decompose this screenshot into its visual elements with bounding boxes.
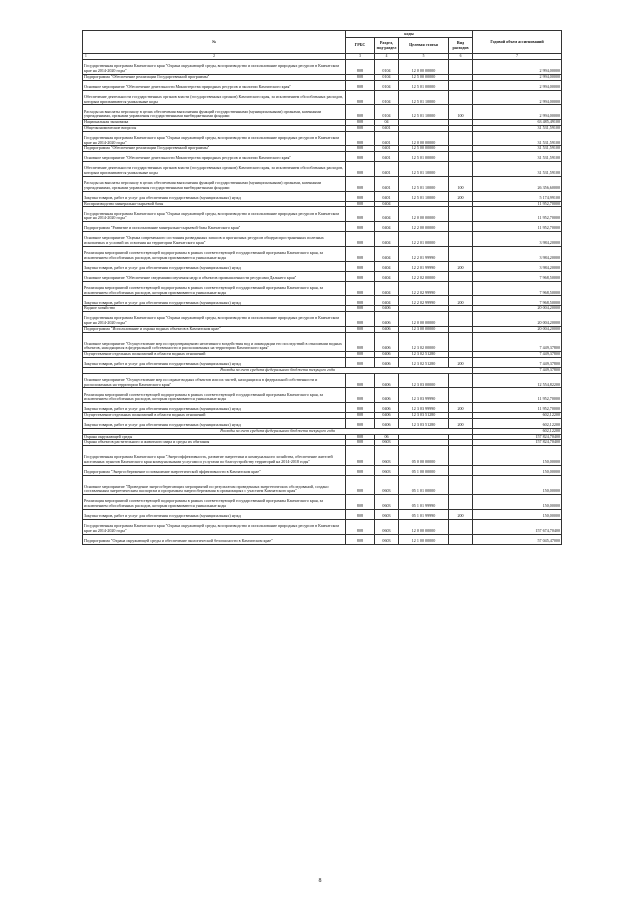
row-razdel: 0603 [375,534,399,544]
column-number: 5 [399,54,449,60]
row-amount: 2 994,00000 [473,80,562,90]
row-name: Подпрограмма "Использование и охрана водных объектов в Камчатском крае" [83,326,346,332]
row-razdel: 0603 [375,495,399,510]
row-grbs: 808 [346,495,375,510]
row-razdel: 0406 [375,373,399,388]
table-row [83,403,562,413]
table-row [83,281,562,296]
row-expense-type: 200 [449,296,473,306]
row-amount: 3 984,20000 [473,261,562,271]
row-name: Государственная программа Камчатского края "Охрана окружающей среды, воспроизводство и использование природных ресурсов в Камчатском крае на 2014-2020 годы" [83,131,346,146]
row-name: Подпрограмма "Энергосбережение и повышение энергетической эффективности в Камчатском крае" [83,465,346,475]
row-razdel: 0401 [375,191,399,201]
row-amount: 602,12200 [473,413,562,419]
row-target-article: 12 3 02 51280 [399,357,449,367]
row-name: Государственная программа Камчатского края "Охрана окружающей среды, воспроизводство и использование природных ресурсов в Камчатском крае на 2014-2020 годы" [83,312,346,327]
row-amount: 20 004,20000 [473,326,562,332]
row-name: Обеспечение деятельности государственных органов власти (государственных органов) Камчатского края, за исключением обособленных расходов, которым присваиваются уникальные коды [83,162,346,177]
row-grbs: 808 [346,162,375,177]
row-target-article: 12 3 02 51280 [399,352,449,358]
row-razdel: 0603 [375,465,399,475]
row-razdel: 0603 [375,509,399,519]
row-grbs: 808 [346,326,375,332]
table-row [83,357,562,367]
page-number: 8 [318,878,322,884]
column-number: 2 [213,54,215,59]
row-name: Обеспечение деятельности государственных органов власти (государственных органов) Камчатского края, за исключением обособленных расходов, которым присваиваются уникальные коды [83,90,346,105]
table-row [83,80,562,90]
row-razdel: 0404 [375,281,399,296]
row-grbs: 808 [346,105,375,120]
header-razdel: Раздел, под-раздел [375,38,399,54]
row-name: Основное мероприятие "Обеспечение деятельности Министерства природных ресурсов и экологии Камчатского края" [83,152,346,162]
row-target-article: 12 0 00 00000 [399,60,449,75]
table-row [83,465,562,475]
row-expense-type [449,465,473,475]
row-target-article: 12 5 01 10000 [399,105,449,120]
header-target-article: Целевая статья [399,38,449,54]
row-razdel: 0406 [375,413,399,419]
row-expense-type: 100 [449,105,473,120]
row-name: Закупка товаров, работ и услуг для обеспечения государственных (муниципальных) нужд [83,509,346,519]
table-row [83,246,562,261]
table-row [83,222,562,232]
row-name: Подпрограмма "Охрана окружающей среды и обеспечение экологической безопасности в Камчатском крае" [83,534,346,544]
row-name: Основное мероприятие "Осуществление мер по предотвращению негативного воздействия вод и ликвидации его последствий в отношении водных объектов, находящихся в федеральной собственности и расположенных на территории Камчатского края" [83,332,346,352]
row-expense-type [449,222,473,232]
row-amount: 7 449,37800 [473,357,562,367]
row-name: Расходы на выплаты персоналу в целях обеспечения выполнения функций государственными (муниципальными) органами, казенными учреждениями, органами управления государственными внебюджетными фондами [83,105,346,120]
column-number: 7 [473,54,562,60]
row-grbs: 808 [346,357,375,367]
row-target-article: 12 2 01 99990 [399,261,449,271]
row-name: Основное мероприятие "Осуществление мер по охране водных объектов или их частей, находящихся в федеральной собственности и расположенных на территории Камчатского края" [83,373,346,388]
header-number: № [83,31,346,54]
row-target-article: 12 5 01 10000 [399,176,449,191]
row-grbs: 808 [346,281,375,296]
row-amount: 150,00000 [473,509,562,519]
row-amount: 2 994,00000 [473,105,562,120]
row-expense-type [449,388,473,403]
row-amount: 150,00000 [473,465,562,475]
header-codes: коды [346,31,473,38]
row-razdel: 0401 [375,152,399,162]
row-expense-type: 200 [449,418,473,428]
budget-table [82,30,562,545]
table-row [83,152,562,162]
row-razdel: 0104 [375,60,399,75]
row-razdel: 04 [375,120,399,126]
row-amount: 2 994,00000 [473,74,562,80]
row-razdel: 0603 [375,446,399,466]
row-expense-type [449,281,473,296]
row-expense-type: 200 [449,403,473,413]
row-name: Реализация мероприятий соответствующей подпрограммы в рамках соответствующей государственной программы Камчатского края, за исключением обособленных расходов, которым присваиваются уникальные коды [83,495,346,510]
row-name: Закупка товаров, работ и услуг для обеспечения государственных (муниципальных) нужд [83,357,346,367]
row-expense-type [449,90,473,105]
row-razdel: 0406 [375,357,399,367]
table-row [83,332,562,352]
row-name: Охрана объектов растительного и животного мира и среды их обитания [83,440,346,446]
row-amount: 31 531,59100 [473,162,562,177]
row-name: Водное хозяйство [83,306,346,312]
row-razdel: 0401 [375,131,399,146]
row-name: Закупка товаров, работ и услуг для обеспечения государственных (муниципальных) нужд [83,261,346,271]
row-razdel: 0404 [375,296,399,306]
row-name: Подпрограмма "Развитие и использование минерально-сырьевой базы Камчатского края" [83,222,346,232]
row-expense-type [449,60,473,75]
row-name: Закупка товаров, работ и услуг для обеспечения государственных (муниципальных) нужд [83,191,346,201]
column-number: 6 [449,54,473,60]
row-expense-type [449,152,473,162]
row-grbs: 808 [346,152,375,162]
row-expense-type [449,271,473,281]
row-target-article: 12 2 02 00000 [399,271,449,281]
row-amount: 11 952,70000 [473,207,562,222]
row-expense-type [449,162,473,177]
row-expense-type [449,332,473,352]
row-grbs: 808 [346,534,375,544]
row-razdel: 0406 [375,332,399,352]
table-row [83,534,562,544]
row-amount: 5 174,99100 [473,191,562,201]
row-target-article: 12 3 03 51280 [399,413,449,419]
row-target-article: 12 2 01 99990 [399,246,449,261]
row-target-article: 12 3 03 51280 [399,418,449,428]
row-amount: 7 449,37800 [473,367,562,373]
row-razdel: 0401 [375,146,399,152]
row-razdel: 0404 [375,271,399,281]
row-target-article: 12 0 00 00000 [399,207,449,222]
row-amount: 157 674,70400 [473,519,562,534]
table-row [83,105,562,120]
row-razdel: 0406 [375,312,399,327]
row-name: Общеэкономические вопросы [83,125,346,131]
row-expense-type [449,534,473,544]
row-expense-type [449,232,473,247]
row-amount: 31 531,59100 [473,131,562,146]
row-amount: 11 952,70000 [473,388,562,403]
row-expense-type: 200 [449,261,473,271]
row-grbs: 808 [346,519,375,534]
row-amount: 3 984,20000 [473,232,562,247]
row-amount: 11 952,70000 [473,403,562,413]
row-target-article: 12 0 00 00000 [399,131,449,146]
row-name: Основное мероприятие "Проведение энергосберегающих мероприятий по результатам проведенных энергетических обследований, создано составленным энергетическим паспортам и программам энергосбережения в организациях с участием Камчатского края" [83,475,346,495]
row-name: Закупка товаров, работ и услуг для обеспечения государственных (муниципальных) нужд [83,418,346,428]
row-razdel: 0404 [375,246,399,261]
row-grbs: 808 [346,131,375,146]
table-row [83,296,562,306]
row-grbs: 808 [346,312,375,327]
row-amount: 7 449,37800 [473,352,562,358]
row-grbs: 808 [346,413,375,419]
table-row [83,191,562,201]
row-target-article: 12 3 03 99990 [399,403,449,413]
row-target-article: 12 2 02 99990 [399,296,449,306]
table-row [83,373,562,388]
row-amount: 31 531,59100 [473,125,562,131]
row-grbs: 808 [346,332,375,352]
row-razdel: 0104 [375,105,399,120]
row-name: Осуществление отдельных полномочий в области водных отношений [83,352,346,358]
row-amount: 602,12200 [473,418,562,428]
column-number: 3 [346,54,375,60]
row-target-article: 12 0 00 00000 [399,312,449,327]
row-expense-type [449,246,473,261]
row-target-article: 12 5 01 10000 [399,162,449,177]
table-row [83,475,562,495]
row-expense-type [449,207,473,222]
row-razdel: 06 [375,434,399,440]
header-volume: Годовой объем ассигнований [473,31,562,54]
row-amount: 157 824,70400 [473,440,562,446]
row-razdel: 0104 [375,90,399,105]
row-target-article: 12 5 00 00000 [399,74,449,80]
row-target-article: 05 1 00 00000 [399,465,449,475]
table-row [83,312,562,327]
row-name: Реализация мероприятий соответствующей подпрограммы в рамках соответствующей государственной программы Камчатского края, за исключением обособленных расходов, которым присваиваются уникальные коды [83,281,346,296]
table-row [83,90,562,105]
row-name: Основное мероприятие "Оценка современного состояния разведанных запасов и прогнозных ресурсов общераспространенных полезных ископаемых и условий их освоения на территории Камчатского края" [83,232,346,247]
table-header [83,31,562,60]
row-target-article: 12 2 02 99990 [399,281,449,296]
row-name: Воспроизводство минерально-сырьевой базы [83,201,346,207]
table-row [83,131,562,146]
table-row [83,261,562,271]
row-grbs: 808 [346,125,375,131]
row-grbs: 808 [346,90,375,105]
row-razdel: 0404 [375,207,399,222]
row-amount: 2 994,00000 [473,90,562,105]
row-grbs: 808 [346,120,375,126]
row-name: Закупка товаров, работ и услуг для обеспечения государственных (муниципальных) нужд [83,403,346,413]
row-target-article: 12 0 00 00000 [399,519,449,534]
row-grbs: 808 [346,201,375,207]
row-grbs: 808 [346,352,375,358]
row-razdel: 0404 [375,222,399,232]
row-razdel: 0406 [375,306,399,312]
row-amount: 12 554,82200 [473,373,562,388]
row-grbs: 808 [346,176,375,191]
row-target-article: 12 2 00 00000 [399,222,449,232]
row-expense-type [449,312,473,327]
row-name: Подпрограмма "Обеспечение реализации Государственной программы" [83,74,346,80]
row-razdel: 0406 [375,388,399,403]
table-row [83,495,562,510]
row-grbs: 808 [346,74,375,80]
row-amount: 602,12200 [473,428,562,434]
row-grbs: 808 [346,271,375,281]
row-expense-type [449,373,473,388]
column-number: 4 [375,54,399,60]
row-expense-type [449,495,473,510]
row-razdel: 0104 [375,74,399,80]
row-amount: 31 531,59100 [473,146,562,152]
row-grbs: 808 [346,232,375,247]
row-target-article: 05 1 01 99990 [399,509,449,519]
table-body [83,60,562,545]
row-expense-type [449,519,473,534]
table-row [83,509,562,519]
row-name: Государственная программа Камчатского края "Охрана окружающей среды, воспроизводство и использование природных ресурсов в Камчатском крае на 2014-2020 годы" [83,207,346,222]
row-razdel: 0406 [375,403,399,413]
row-grbs: 808 [346,434,375,440]
row-amount: 7 968,50000 [473,296,562,306]
row-razdel: 0404 [375,232,399,247]
row-expense-type: 200 [449,357,473,367]
row-amount: 31 531,59100 [473,152,562,162]
row-grbs: 808 [346,440,375,446]
row-grbs: 808 [346,475,375,495]
row-expense-type: 100 [449,176,473,191]
row-target-article: 05 0 00 00000 [399,446,449,466]
row-note: Расходы за счет средств федерального бюджета текущего года [83,428,473,434]
row-name: Основное мероприятие "Обеспечение деятельности Министерства природных ресурсов и экологии Камчатского края" [83,80,346,90]
row-target-article: 12 5 00 00000 [399,146,449,152]
row-target-article: 12 5 01 00000 [399,80,449,90]
row-razdel: 0603 [375,519,399,534]
row-grbs: 808 [346,80,375,90]
row-expense-type [449,131,473,146]
table-row [83,207,562,222]
column-number: 1 [85,54,87,59]
table-row [83,60,562,75]
row-name: Национальная экономика [83,120,346,126]
table-row [83,446,562,466]
row-grbs: 808 [346,191,375,201]
row-target-article: 05 1 01 00000 [399,475,449,495]
table-row [83,388,562,403]
row-razdel: 0104 [375,80,399,90]
row-name: Государственная программа Камчатского края "Охрана окружающей среды, воспроизводство и использование природных ресурсов в Камчатском крае на 2014-2020 годы" [83,60,346,75]
row-amount: 7 968,50000 [473,281,562,296]
row-grbs: 808 [346,246,375,261]
table-row [83,162,562,177]
row-grbs: 808 [346,446,375,466]
row-razdel: 0406 [375,326,399,332]
table-row [83,232,562,247]
header-expense-type: Вид расходов [449,38,473,54]
row-target-article: 12 5 01 00000 [399,152,449,162]
row-amount: 63 485,49100 [473,120,562,126]
row-amount: 150,00000 [473,446,562,466]
row-amount: 20 004,20000 [473,312,562,327]
row-name: Закупка товаров, работ и услуг для обеспечения государственных (муниципальных) нужд [83,296,346,306]
row-amount: 7 449,37800 [473,332,562,352]
row-grbs: 808 [346,388,375,403]
row-amount: 150,00000 [473,475,562,495]
row-razdel: 0401 [375,125,399,131]
row-name: Расходы на выплаты персоналу в целях обеспечения выполнения функций государственными (муниципальными) органами, казенными учреждениями, органами управления государственными внебюджетными фондами [83,176,346,191]
row-amount: 2 994,00000 [473,60,562,75]
column-number [83,54,346,60]
row-grbs: 808 [346,60,375,75]
row-grbs: 808 [346,306,375,312]
row-expense-type [449,446,473,466]
row-target-article: 12 3 02 00000 [399,332,449,352]
table-row [83,176,562,191]
row-target-article: 12 1 00 00000 [399,534,449,544]
row-name: Государственная программа Камчатского края "Энергоэффективность, развитие энергетики и коммунального хозяйства, обеспечение жителей населенных пунктов Камчатского края коммунальными услугами и услугами по благоустройству территорий на 2014-2018 годы" [83,446,346,466]
row-target-article: 12 3 03 99990 [399,388,449,403]
row-razdel: 0404 [375,201,399,207]
row-amount: 26 356,60000 [473,176,562,191]
row-razdel: 0603 [375,475,399,495]
row-name: Реализация мероприятий соответствующей подпрограммы в рамках соответствующей государственной программы Камчатского края, за исключением обособленных расходов, которым присваиваются уникальные коды [83,388,346,403]
row-grbs: 808 [346,261,375,271]
row-name: Основное мероприятие "Обеспечение сведениями изучения недр и объектов промышленности ресурсами Дальнего края" [83,271,346,281]
row-name: Государственная программа Камчатского края "Охрана окружающей среды, воспроизводство и использование природных ресурсов в Камчатском крае на 2014-2020 годы" [83,519,346,534]
row-target-article: 05 1 01 99990 [399,495,449,510]
row-expense-type: 200 [449,509,473,519]
table-row [83,519,562,534]
header-grbs: ГРБС [346,38,375,54]
row-name: Подпрограмма "Обеспечение реализации Государственной программы" [83,146,346,152]
row-amount: 7 968,50000 [473,271,562,281]
row-amount: 20 004,20000 [473,306,562,312]
row-razdel: 0406 [375,352,399,358]
row-expense-type [449,80,473,90]
row-grbs: 808 [346,146,375,152]
row-target-article: 12 3 03 00000 [399,373,449,388]
row-grbs: 808 [346,418,375,428]
row-amount: 3 984,20000 [473,246,562,261]
row-expense-type: 200 [449,191,473,201]
row-amount: 150,00000 [473,495,562,510]
row-name: Осуществление отдельных полномочий в области водных отношений [83,413,346,419]
row-grbs: 808 [346,373,375,388]
row-razdel: 0401 [375,176,399,191]
row-name: Реализация мероприятий соответствующей подпрограммы в рамках соответствующей государственной программы Камчатского края, за исключением обособленных расходов, которым присваиваются уникальные коды [83,246,346,261]
row-target-article: 12 5 01 10000 [399,90,449,105]
row-razdel: 0406 [375,418,399,428]
row-note: Расходы за счет средств федерального бюджета текущего года [83,367,473,373]
row-target-article: 12 2 01 00000 [399,232,449,247]
row-target-article: 12 3 00 00000 [399,326,449,332]
table-row [83,271,562,281]
row-grbs: 808 [346,207,375,222]
row-amount: 157 824,70400 [473,434,562,440]
row-grbs: 808 [346,403,375,413]
row-grbs: 808 [346,222,375,232]
row-razdel: 0401 [375,162,399,177]
row-target-article: 12 5 01 10000 [399,191,449,201]
row-razdel: 0603 [375,440,399,446]
row-name: Охрана окружающей среды [83,434,346,440]
row-razdel: 0404 [375,261,399,271]
row-amount: 11 952,70000 [473,201,562,207]
row-expense-type [449,475,473,495]
row-grbs: 808 [346,509,375,519]
row-grbs: 808 [346,465,375,475]
row-amount: 57 045,47000 [473,534,562,544]
table-row [83,418,562,428]
row-amount: 11 952,70000 [473,222,562,232]
row-grbs: 808 [346,296,375,306]
